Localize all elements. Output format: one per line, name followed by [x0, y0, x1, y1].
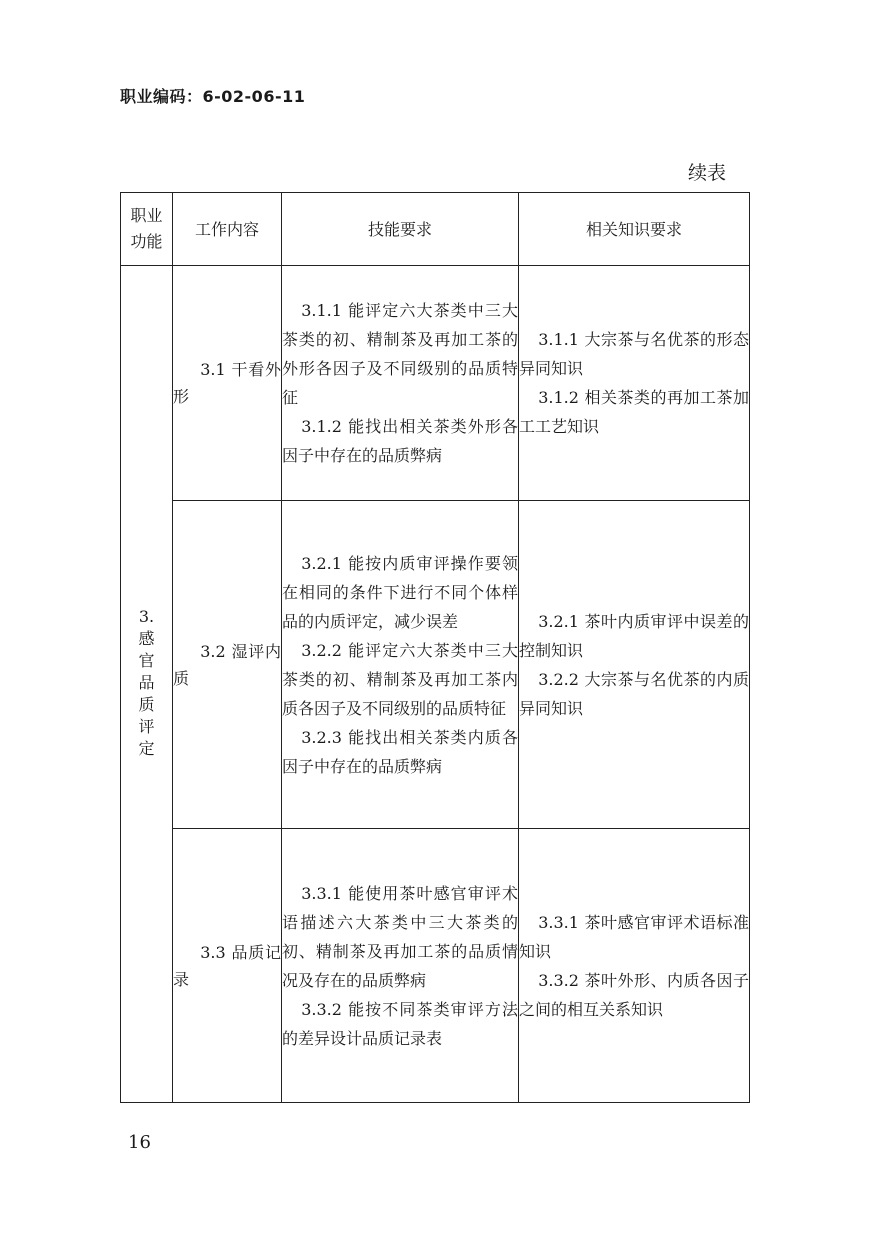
skill-cell: 3.2.1 能按内质审评操作要领在相同的条件下进行不同个体样品的内质评定，减少误差 3.2.2 能评定六大茶类中三大茶类的初、精制茶及再加工茶内质各因子及不同级别的品质特征 3.2.3 能找出相关茶类内质各因子中存在的品质弊病 [282, 501, 519, 829]
table-row [121, 501, 750, 829]
function-label: 3. 感 官 品 质 评 定 [138, 607, 155, 758]
knowledge-cell: 3.1.1 大宗茶与名优茶的形态异同知识 3.1.2 相关茶类的再加工茶加工工艺知识 [519, 266, 750, 501]
work-content-cell: 3.1 干看外形 [173, 266, 282, 501]
occupation-code: 职业编码：6-02-06-11 [120, 87, 306, 106]
column-header-skills: 技能要求 [282, 193, 519, 266]
skill-cell: 3.1.1 能评定六大茶类中三大茶类的初、精制茶及再加工茶的外形各因子及不同级别的品质特征 3.1.2 能找出相关茶类外形各因子中存在的品质弊病 [282, 266, 519, 501]
page-number: 16 [128, 1132, 151, 1153]
column-header-function: 职业 功能 [121, 193, 173, 266]
continued-label: 续表 [687, 162, 726, 184]
requirements-table [120, 192, 750, 1103]
work-content-cell: 3.3 品质记录 [173, 829, 282, 1103]
table-row [121, 266, 750, 501]
work-content-cell: 3.2 湿评内质 [173, 501, 282, 829]
table-row [121, 829, 750, 1103]
skill-cell: 3.3.1 能使用茶叶感官审评术语描述六大茶类中三大茶类的初、精制茶及再加工茶的品质情况及存在的品质弊病 3.3.2 能按不同茶类审评方法的差异设计品质记录表 [282, 829, 519, 1103]
table-header-row [121, 193, 750, 266]
function-cell [121, 266, 173, 1103]
knowledge-cell: 3.3.1 茶叶感官审评术语标准知识 3.3.2 茶叶外形、内质各因子之间的相互关系知识 [519, 829, 750, 1103]
knowledge-cell: 3.2.1 茶叶内质审评中误差的控制知识 3.2.2 大宗茶与名优茶的内质异同知识 [519, 501, 750, 829]
column-header-content: 工作内容 [173, 193, 282, 266]
column-header-knowledge: 相关知识要求 [519, 193, 750, 266]
